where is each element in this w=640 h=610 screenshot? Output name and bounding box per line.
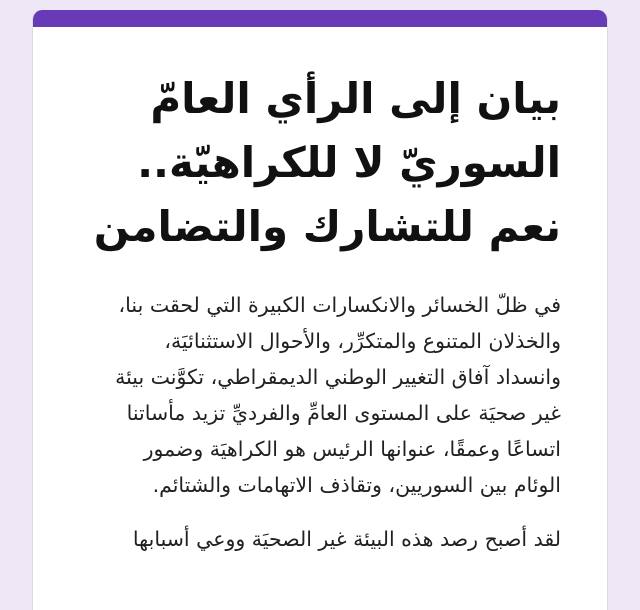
description-line: في ظلّ الخسائر والانكسارات الكبيرة التي لحقت بنا،: [118, 293, 561, 317]
form-title: [79, 67, 561, 259]
description-line: وانسداد آفاق التغيير الوطني الديمقراطي، تكوَّنت بيئة: [115, 365, 561, 389]
description-line: اتساعًا وعمقًا، عنوانها الرئيس هو الكراهيَة وضمور: [143, 437, 561, 461]
description-line: والخذلان المتنوع والمتكرِّر، والأحوال الاستثنائيَة،: [164, 329, 561, 353]
form-title-line: نعم للتشارك والتضامن: [93, 202, 561, 251]
form-description-paragraph-2: [79, 521, 561, 557]
card-accent-bar: [33, 10, 607, 27]
form-title-line: السوريّ لا للكراهيّة..: [137, 138, 561, 187]
form-header-card: [32, 10, 608, 610]
description-line: لقد أصبح رصد هذه البيئة غير الصحيَة ووعي أسبابها: [132, 527, 561, 551]
description-line: الوئام بين السوريين، وتقاذف الاتهامات والشتائم.: [152, 473, 561, 497]
description-line: غير صحيَة على المستوى العامِّ والفرديِّ تزيد مأساتنا: [126, 401, 561, 425]
form-title-line: بيان إلى الرأي العامّ: [150, 74, 561, 123]
form-header-content: [33, 27, 607, 557]
form-description-paragraph-1: [79, 287, 561, 503]
